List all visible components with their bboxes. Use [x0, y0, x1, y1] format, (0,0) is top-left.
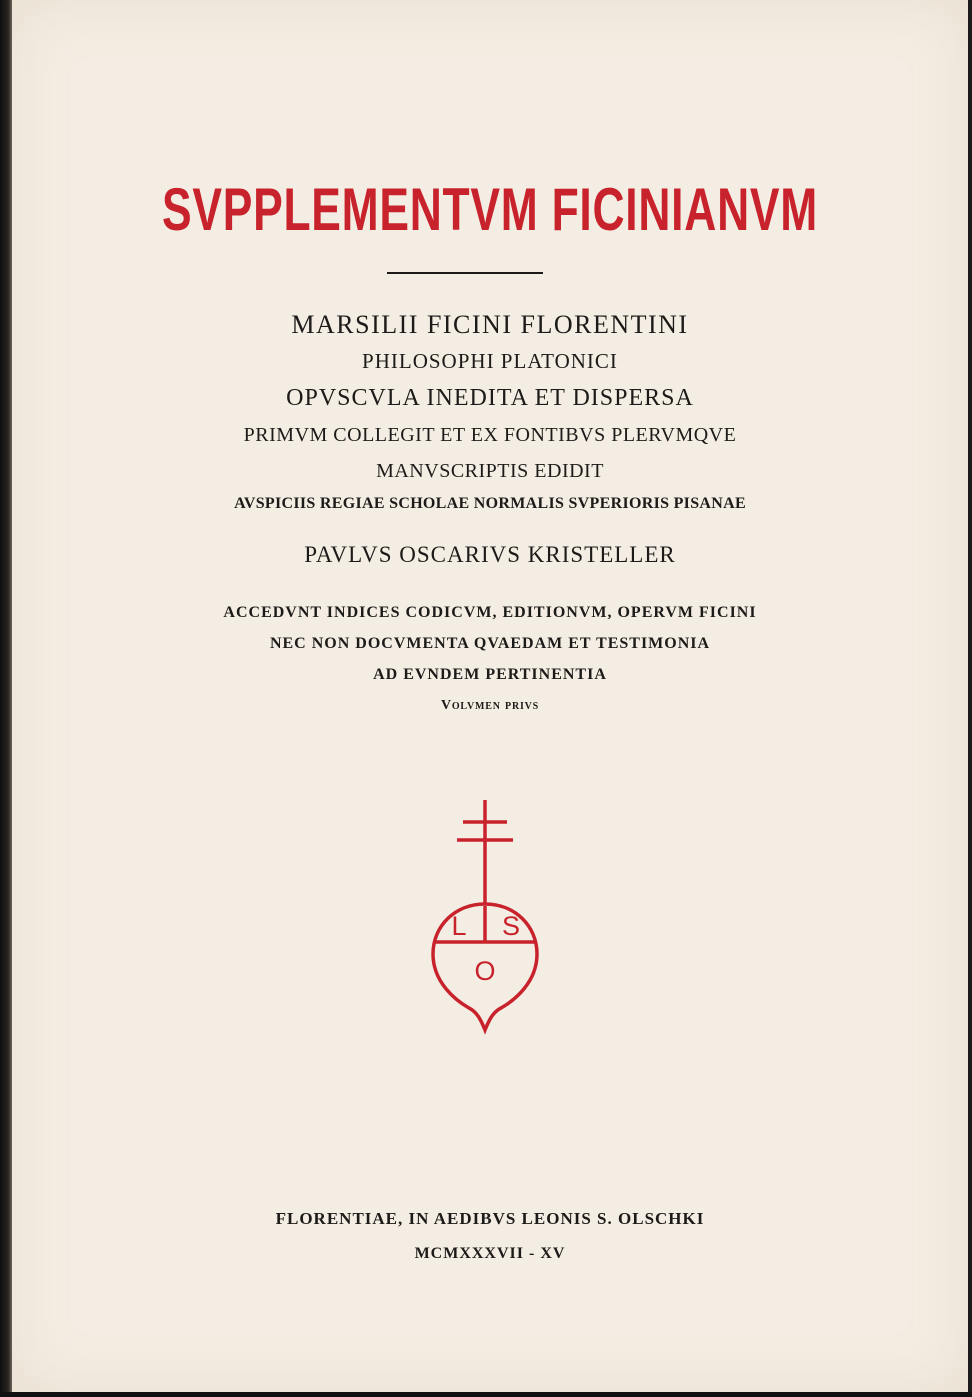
cover-date: MCMXXXVII - XV [414, 1245, 566, 1262]
cover-line-volume: Volvmen privs [440, 698, 540, 713]
cover-imprint: FLORENTIAE, IN AEDIBVS LEONIS S. OLSCHKI [275, 1209, 705, 1228]
cover-line-collegit: PRIMVM COLLEGIT ET EX FONTIBVS PLERVMQVE [243, 424, 737, 446]
cross-orb-printer-mark-icon [427, 792, 547, 1042]
cover-line-opuscula: OPVSCVLA INEDITA ET DISPERSA [286, 385, 694, 411]
cover-line-philosopher: PHILOSOPHI PLATONICI [362, 349, 618, 373]
printer-mark-letter-o: O [474, 956, 496, 986]
cover-bottom-edge [0, 1392, 972, 1397]
cover-title: SVPPLEMENTVM FICINIANVM [162, 176, 818, 243]
printer-mark-letter-s: S [501, 911, 521, 941]
cover-line-author: MARSILII FICINI FLORENTINI [291, 310, 689, 339]
cover-line-edidit: MANVSCRIPTIS EDIDIT [376, 460, 604, 482]
cover-line-pertinentia: AD EVNDEM PERTINENTIA [373, 666, 607, 683]
cover-line-auspiciis: AVSPICIIS REGIAE SCHOLAE NORMALIS SVPERIORIS PISANAE [234, 495, 746, 512]
cover-line-editor: PAVLVS OSCARIVS KRISTELLER [304, 542, 676, 567]
cover-line-accedunt: ACCEDVNT INDICES CODICVM, EDITIONVM, OPERVM FICINI [223, 604, 757, 621]
book-spine-edge [0, 0, 12, 1397]
printer-mark-letter-l: L [451, 911, 467, 941]
book-cover [12, 0, 968, 1392]
title-divider [387, 272, 543, 274]
cover-line-documenta: NEC NON DOCVMENTA QVAEDAM ET TESTIMONIA [269, 635, 711, 652]
